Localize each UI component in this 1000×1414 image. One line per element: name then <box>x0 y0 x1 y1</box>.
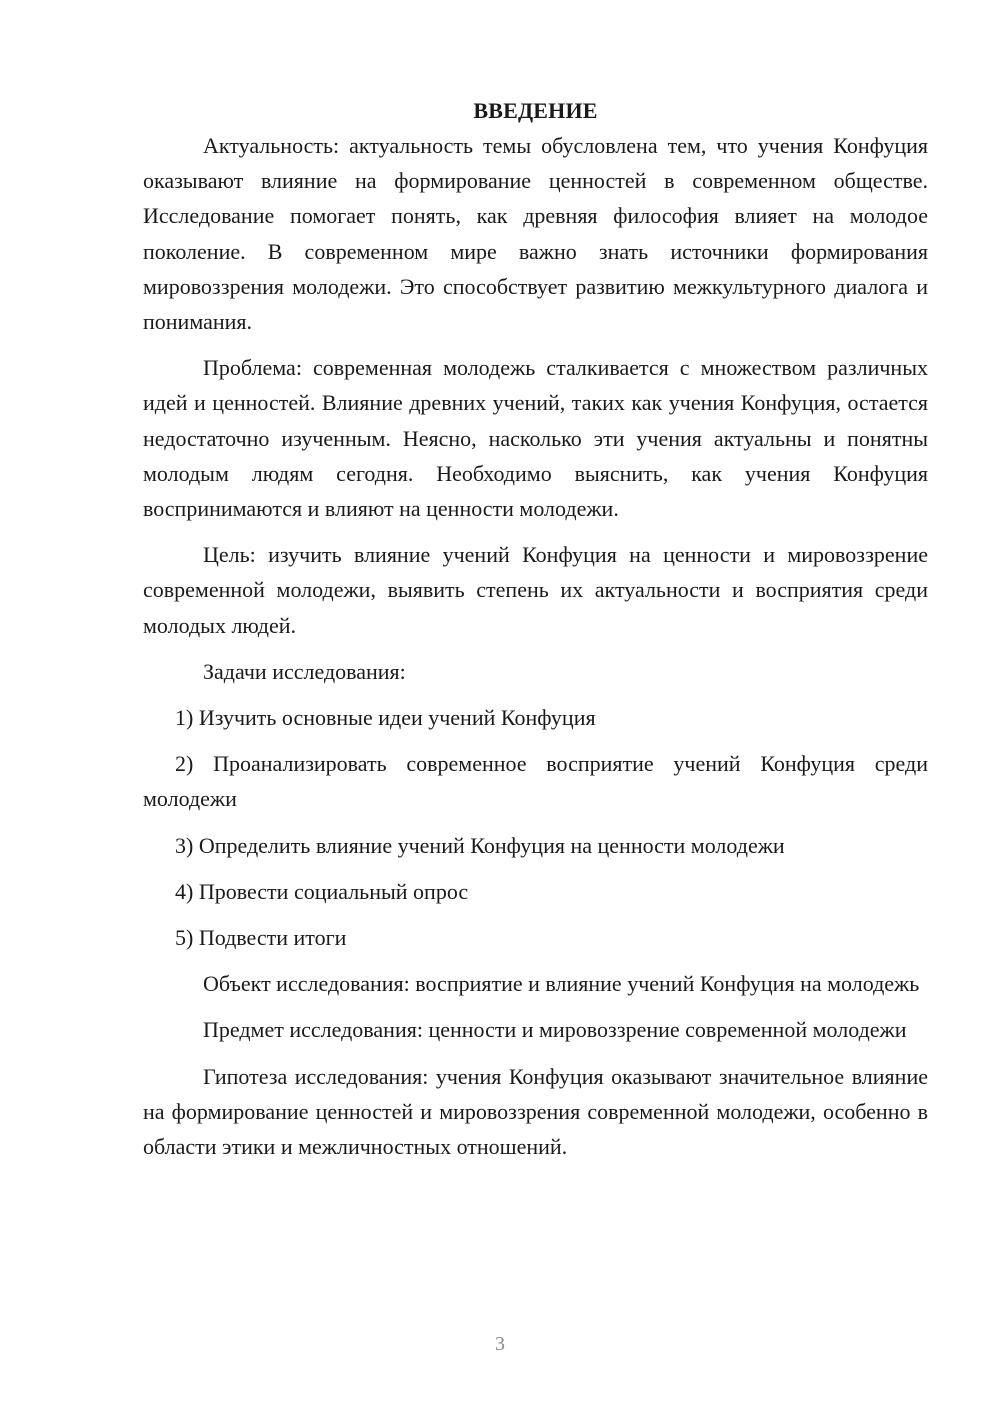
list-item: 2) Проанализировать современное восприятие учений Конфуция среди молодежи <box>143 751 928 812</box>
document-page <box>143 93 928 1164</box>
list-item: 4) Провести социальный опрос <box>175 878 469 904</box>
page-title: ВВЕДЕНИЕ <box>473 98 598 123</box>
paragraph-goal: Цель: изучить влияние учений Конфуция на ценности и мировоззрение современной молодежи, выявить степень их актуальности и восприятия среди молодых людей. <box>143 542 928 638</box>
paragraph-subject: Предмет исследования: ценности и мировоззрение современной молодежи <box>203 1017 907 1043</box>
paragraph-problem: Проблема: современная молодежь сталкивается с множеством различных идей и ценностей. Влияние древних учений, таких как учения Конфуция, остается недостаточно изученным. Неясно, насколько эти учения актуальны и понятны молодым людям сегодня. Необходимо выяснить, как учения Конфуция воспринимаются и влияют на ценности молодежи. <box>143 355 928 522</box>
page-number: 3 <box>495 1333 505 1355</box>
paragraph-hypothesis: Гипотеза исследования: учения Конфуция оказывают значительное влияние на формирование ценностей и мировоззрения современной молодежи, особенно в области этики и межличностных отношений. <box>143 1063 928 1160</box>
tasks-title: Задачи исследования: <box>203 658 406 684</box>
list-item: 3) Определить влияние учений Конфуция на ценности молодежи <box>175 832 785 858</box>
paragraph-relevance: Актуальность: актуальность темы обусловлена тем, что учения Конфуция оказывают влияние на формирование ценностей в современном обществе. Исследование помогает понять, как древняя философия влияет на молодое поколение. В современном мире важно знать источники формирования мировоззрения молодежи. Это способствует развитию межкультурного диалога и понимания. <box>143 133 928 335</box>
paragraph-object: Объект исследования: восприятие и влияние учений Конфуция на молодежь <box>203 971 920 997</box>
list-item: 1) Изучить основные идеи учений Конфуция <box>175 705 596 731</box>
list-item: 5) Подвести итоги <box>175 925 347 951</box>
